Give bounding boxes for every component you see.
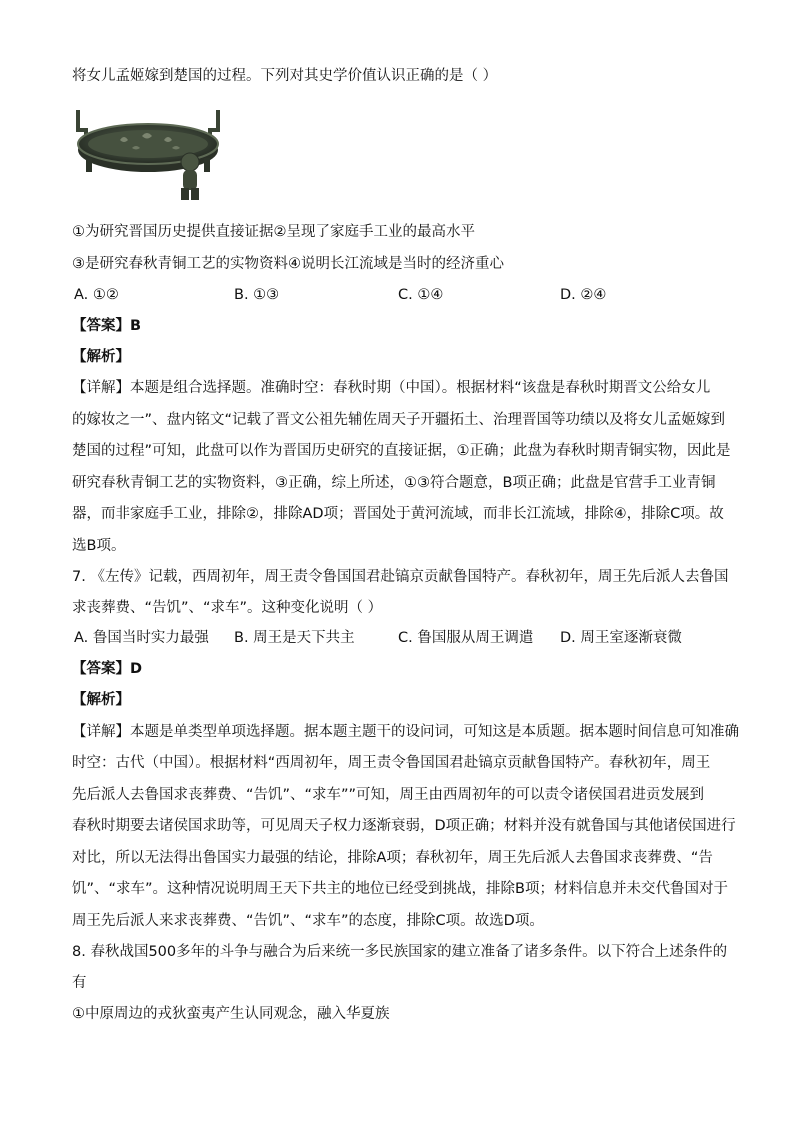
q6-detail-line: 【详解】本题是组合选择题。准确时空：春秋时期（中国）。根据材料“该盘是春秋时期晋文公给女儿 — [72, 380, 711, 396]
q7-stem-line: 求丧葬费、“告饥”、“求车”。这种变化说明（ ） — [72, 600, 383, 616]
q7-option-a: A. 鲁国当时实力最强 — [74, 630, 209, 646]
q7-detail-line: 时空：古代（中国）。根据材料“西周初年，周王责令鲁国国君赴镐京贡献鲁国特产。春秋初年，周王 — [72, 755, 711, 771]
bronze-plate-image — [72, 100, 224, 208]
q6-detail-line: 的嫁妆之一”、盘内铭文“记载了晋文公祖先辅佐周天子开疆拓土、治理晋国等功绩以及将女儿孟姬嫁到 — [72, 412, 726, 428]
q6-analysis-label: 【解析】 — [72, 349, 130, 365]
q6-detail-line: 选B项。 — [72, 538, 126, 554]
q6-option-d: D. ②④ — [560, 287, 607, 303]
q8-statement-1: ①中原周边的戎狄蛮夷产生认同观念，融入华夏族 — [72, 1006, 390, 1022]
q7-detail-line: 春秋时期要去诸侯国求助等，可见周天子权力逐渐衰弱，D项正确；材料并没有就鲁国与其他诸侯国进行 — [72, 818, 736, 834]
q7-detail-line: 【详解】本题是单类型单项选择题。据本题主题干的设问词，可知这是本质题。据本题时间信息可知准确 — [72, 724, 739, 740]
q6-statement-2: ③是研究春秋青铜工艺的实物资料④说明长江流域是当时的经济重心 — [72, 256, 504, 272]
q6-option-a: A. ①② — [74, 287, 119, 303]
q7-option-b: B. 周王是天下共主 — [234, 630, 355, 646]
q7-detail-line: 先后派人去鲁国求丧葬费、“告饥”、“求车””可知，周王由西周初年的可以责令诸侯国君进贡发展到 — [72, 787, 705, 803]
q6-statement-1: ①为研究晋国历史提供直接证据②呈现了家庭手工业的最高水平 — [72, 224, 475, 240]
q7-option-c: C. 鲁国服从周王调遣 — [398, 630, 534, 646]
q7-answer: 【答案】D — [72, 661, 143, 677]
q7-analysis-label: 【解析】 — [72, 692, 130, 708]
q6-option-c: C. ①④ — [398, 287, 444, 303]
q6-detail-line: 楚国的过程”可知，此盘可以作为晋国历史研究的直接证据，①正确；此盘为春秋时期青铜实物，因此是 — [72, 443, 731, 459]
q7-stem-line: 7. 《左传》记载，西周初年，周王责令鲁国国君赴镐京贡献鲁国特产。春秋初年，周王先后派人去鲁国 — [72, 569, 729, 585]
q7-detail-line: 饥”、“求车”。这种情况说明周王天下共主的地位已经受到挑战，排除B项；材料信息并未交代鲁国对于 — [72, 881, 728, 897]
q8-stem-line: 有 — [72, 975, 87, 991]
q7-option-d: D. 周王室逐渐衰微 — [560, 630, 682, 646]
q8-stem-line: 8. 春秋战国500多年的斗争与融合为后来统一多民族国家的建立准备了诸多条件。以下符合上述条件的 — [72, 944, 728, 960]
q7-detail-line: 对比，所以无法得出鲁国实力最强的结论，排除A项；春秋初年，周王先后派人去鲁国求丧葬费、“告 — [72, 850, 713, 866]
q6-option-b: B. ①③ — [234, 287, 280, 303]
q6-detail-line: 研究春秋青铜工艺的实物资料，③正确，综上所述，①③符合题意，B项正确；此盘是官营手工业青铜 — [72, 475, 716, 491]
q6-answer: 【答案】B — [72, 318, 142, 334]
q6-stem-tail: 将女儿孟姬嫁到楚国的过程。下列对其史学价值认识正确的是（ ） — [72, 68, 498, 84]
q6-detail-line: 器，而非家庭手工业，排除②，排除AD项；晋国处于黄河流域，而非长江流域，排除④，排除C项。故 — [72, 506, 724, 522]
q7-detail-line: 周王先后派人来求丧葬费、“告饥”、“求车”的态度，排除C项。故选D项。 — [72, 913, 544, 929]
